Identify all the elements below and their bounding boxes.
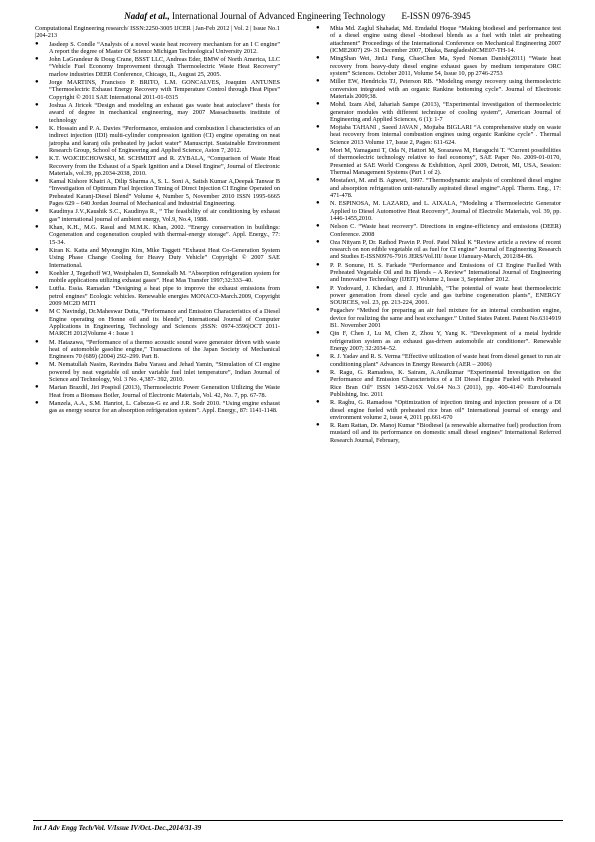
bullet-icon: ● xyxy=(316,124,320,131)
reference-text: Qin F, Chen J, Lu M, Chen Z, Zhou Y, Yang K. “Development of a metal hydride refrigeration system as an exhaust gas-driven automobile air conditioner”. Renewable Energy 2007; 32:2034–52. xyxy=(330,330,561,353)
reference-text: Lutfia. Essia. Ramadan “Designing a heat pipe to improve the exhaust emissions from petrol engines” Ecologic vehicles. Renewable energies MONACO-March.2009, Copyright 2009 MC2D MITI xyxy=(49,285,280,308)
reference-item xyxy=(316,200,561,222)
reference-text: Mojtaba TAHANI , Saeed JAVAN , Mojtaba BIGLARI “A comprehensive study on waste heat recovery from internal combustion engines using organic Rankine cycle” . Thermal Science 2013 Volume 17, Issue 2, Pages: 611-624. xyxy=(330,124,561,146)
reference-text: P. Yodovard, J. Khedari, and J. Hirunlabh, “The potential of waste heat thermoelectric power generation from diesel cycle and gas turbine cogeneration plants”, ENERGY SOURCES, vol. 23, pp. 213-224, 2001. xyxy=(330,284,561,307)
reference-item xyxy=(316,147,561,177)
reference-text: Nelson C. “Waste heat recovery”. Directions in engine-efficiency and emissions (DEER) Conference. 2008 xyxy=(330,223,561,238)
bullet-icon: ● xyxy=(35,223,39,230)
bullet-icon: ● xyxy=(35,208,39,215)
reference-item xyxy=(35,270,280,285)
bullet-icon: ● xyxy=(316,177,320,184)
header-authors: Nadaf et al., xyxy=(124,11,170,21)
bullet-icon: ● xyxy=(35,40,39,47)
bullet-icon: ● xyxy=(316,25,320,31)
reference-item xyxy=(35,41,280,56)
bullet-icon: ● xyxy=(316,223,320,230)
bullet-icon: ● xyxy=(35,384,39,391)
reference-item xyxy=(35,400,280,415)
reference-text: Miller EW, Hendricks TJ, Peterson RB. “Modeling energy recovery using thermoelectric conversion integrated with an organic Rankine bottoming cycle”. Journal of Electronic Materials 2009;38. xyxy=(330,78,561,100)
reference-item xyxy=(35,56,280,78)
reference-text: Manzela, A.A., S.M. Hanriot, L. Cabezas-G ez and J.R. Sodr 2010. “Using engine exhaust gas as energy source for an absorption refrigeration system”. Appl. Energy., 87: 1141-1148. xyxy=(49,399,280,415)
reference-text: M. Nematullah Nasim, Ravindra Babu Yarasu and Jehad Yamin, “Simulation of CI engine powered by neat vegetable oil under variable fuel inlet temperature”, Indian Journal of Science and Technology, Vol. 3 No. 4,387- 392, 2010. xyxy=(49,361,280,384)
bullet-icon: ● xyxy=(316,78,320,85)
bullet-icon: ● xyxy=(35,79,39,86)
reference-text: Kamal Kishore Khatri A, Dilip Sharma A, S. L. Soni A, Satish Kumar A,Deepak Tanwar B “Investigation of Optimum Fuel Injection Timing of Direct Injection CI Engine Operated on Preheated Karanj-Diesel Blend” Volume 4, Number 5, November 2010 ISSN 1995-6665 Pages 629 – 640 Jordan Journal of Mechanical and Industrial Engineering. xyxy=(49,178,280,208)
bullet-icon: ● xyxy=(316,330,320,337)
references-right-column xyxy=(316,25,561,445)
reference-item xyxy=(316,262,561,284)
reference-item xyxy=(316,101,561,123)
reference-text: Joshua A Jiricek “Design and modeling an exhaust gas waste heat autoclave” thesis for award of degree in mechanical engineering, may 2007 Massachusetts institute of technology xyxy=(49,101,280,124)
bullet-icon: ● xyxy=(35,361,39,368)
bullet-icon: ● xyxy=(316,307,320,314)
reference-text: John LaGrandeur & Doug Crane, BSST LLC, Andreas Eder, BMW of North America, LLC “Vehicle Fuel Economy Improvement through Thermoelectric Waste Heat Recovery” marlow industries DEER Conference, Chicago, IL, August 25, 2005. xyxy=(49,56,280,78)
page-header xyxy=(0,11,595,22)
bullet-icon: ● xyxy=(35,399,39,406)
footer-citation: Int J Adv Engg Tech/Vol. V/Issue IV/Oct.-Dec.,2014/31-39 xyxy=(33,824,202,832)
reference-item xyxy=(35,285,280,307)
reference-text: N. ESPINOSA, M. LAZARD, and L. AIXALA, “Modeling a Thermoelectric Generator Applied to Diesel Automotive Heat Recovery”, Journal of Electrolic Materials, vol. 39, pp. 1446-1455,2010. xyxy=(330,200,561,222)
bullet-icon: ● xyxy=(35,269,39,276)
reference-text: Mohd. Izam Abd, Jahariah Sampe (2013), “Experimental investigation of thermoelectric generator modules with different technique of cooling system”, American Journal of Engineering and Applied Sciences, 6 (1): 1-7 xyxy=(330,101,561,123)
bullet-icon: ● xyxy=(316,101,320,108)
reference-item xyxy=(316,307,561,329)
reference-item xyxy=(316,223,561,238)
reference-item xyxy=(316,239,561,261)
reference-item xyxy=(316,124,561,146)
reference-text: Mostafavi, M. and B. Agnewt, 1997. “Thermodynamic analysis of combined diesel engine and absorption refrigeration unit-naturally aspirated diesel engine”.Appl. Therm. Eng., 17: 471-478. xyxy=(330,177,561,200)
bullet-icon: ● xyxy=(316,368,320,375)
bullet-icon: ● xyxy=(316,146,320,153)
reference-item xyxy=(35,224,280,246)
bullet-icon: ● xyxy=(35,56,39,63)
reference-item xyxy=(316,177,561,199)
reference-text: Jasdeep S. Condle “Analysis of a novel waste heat recovery mechanism for an I C engine” A report the degree of Master Of Science Michigan Technological University 2012. xyxy=(49,40,280,55)
page-footer xyxy=(33,820,563,833)
reference-text: Koehler J, Tegethoff WJ, Westphalen D, Sonnekalb M. “Absorption refrigeration system for mobile applications utilizing exhaust gases”. Heat Mas Transfer 1997;32:333–40. xyxy=(49,269,280,285)
bullet-icon: ● xyxy=(35,155,39,162)
bullet-icon: ● xyxy=(316,284,320,291)
reference-item xyxy=(35,247,280,269)
reference-text: K.T. WOJCIECHOWSKI, M. SCHMIDT and R. ZYBALA, “Comparison of Waste Heat Recovery from the Exhaust of a Spark Ignition and a Diesel Engine”, Journal of Electronic Materials, vol.39, pp.2034-2038, 2010. xyxy=(49,155,280,177)
reference-text: M. Hatazawa, “Performance of a thermo acoustic sound wave generator driven with waste heat of automobile gasoline engine,” Transactions of the Japan Society of Mechanical Engineers 70 (689) (2004) 292–299. Part B. xyxy=(49,338,280,361)
reference-text: Kiran K. Katta and Myoungjin Kim, Mike Taggett “Exhaust Heat Co-Generation System Using Phase Change Cooling for Heavy Duty Vehicle” Copyright © 2007 SAE International. xyxy=(49,246,280,269)
reference-text: Mori M, Yamagami T, Oda N, Hattori M, Sorazawa M, Haraguchi T. “Current possibilities of thermoelectric technology relative to fuel economy”, SAE Paper No. 2009-01-0170, Presented at SAE World Congress & Exhibition, April 2009, Detroit, MI, USA, Session: Thermal Management Systems (Part 1 of 2). xyxy=(330,146,561,177)
bullet-icon: ● xyxy=(316,200,320,207)
bullet-icon: ● xyxy=(316,55,320,62)
reference-text: Marian Brazdil, Jiri Pospisil (2013), Thermoelectric Power Generation Utilizing the Waste Heat from a Biomass Boiler, Journal of Electronic Materials, Vol. 42, No. 7, pp. 67-78. xyxy=(49,384,280,399)
reference-text: R. Ragu, G. Ramadoss, K. Sairam, A.Arulkumar “Experimental Investigation on the Performance and Emission Characteristics of a DI Diesel Engine Fueled with Preheated Rice Bran Oil” ISSN 1450-216X Vol.64 No.3 (2011), pp. 400-414© EuroJournals Publishing, Inc. 2011 xyxy=(330,368,561,398)
reference-item xyxy=(35,102,280,124)
bullet-icon: ● xyxy=(35,246,39,253)
bullet-icon: ● xyxy=(35,285,39,292)
bullet-icon: ● xyxy=(316,422,320,429)
header-journal: International Journal of Advanced Engineering Technology xyxy=(169,11,386,21)
reference-text: Kaudinya J.V.,Kaushik S.C., Kaudinya R., “ The feasibility of air conditioning by exhaust gas” international journal of ambient energy, Vol.9, No.4, 1988. xyxy=(49,208,280,223)
reference-item xyxy=(35,79,280,101)
reference-text: R. Raghu, G. Ramadoss “Optimization of injection timing and injection pressure of a DI diesel engine fueled with preheated rice bran oil” International journal of energy and environment volume 2, issue 4, 2011 pp.661-670 xyxy=(330,399,561,421)
reference-item xyxy=(35,178,280,208)
reference-item xyxy=(316,399,561,421)
reference-item xyxy=(35,125,280,155)
bullet-icon: ● xyxy=(35,308,39,315)
reference-item xyxy=(316,55,561,77)
references-left-column xyxy=(35,25,280,415)
reference-text: Jorge MARTINS, Francisco P. BRITO, L.M. GONCALVES, Joaquim ANTUNES “Thermoelectric Exhaust Energy Recovery with Temperature Control through Heat Pipes” Copyright © 2011 SAE International 2011-01-0315 xyxy=(49,79,280,101)
reference-text: Pugachev “Method for preparing an air fuel mixture for an internal combustion engine, device for realizing the same and heat exchanger.” United States Patent. Patent No.6314919 B1. November 2001 xyxy=(330,307,561,330)
reference-item xyxy=(316,330,561,352)
reference-text: M C Navindgi, Dr.Maheswar Dutta, “Performance and Emission Characteristics of a Diesel Engine operating on Honne oil and its blends”, International Journal of Computer Applications in Engineering, Technology and Sciences ;ISSN: 0974-3596|OCT 2011-MARCH 2012|Volume 4 : Issue 1 xyxy=(49,308,280,338)
bullet-icon: ● xyxy=(316,261,320,268)
reference-text: MingShan Wei, JinLi Fang, ChaoChen Ma, Syed Noman Danish(2011) “Waste heat recovery from heavy-duty diesel engine exhaust gases by medium temperature ORC system” Sciences. October 2011, Volume 54, Issue 10, pp 2746-2753 xyxy=(330,55,561,78)
reference-item xyxy=(316,285,561,307)
bullet-icon: ● xyxy=(316,353,320,360)
bullet-icon: ● xyxy=(35,124,39,131)
reference-item xyxy=(316,78,561,100)
reference-text: P. P. Sonune, H. S. Farkade “Performance and Emissions of CI Engine Fuelled With Preheated Vegetable Oil and Its Blends – A Review” International Journal of Engineering and Innovative Technology (IJEIT) Volume 2, Issue 3, September 2012. xyxy=(330,261,561,284)
bullet-icon: ● xyxy=(316,399,320,406)
reference-item xyxy=(316,353,561,368)
reference-item xyxy=(35,155,280,177)
reference-text: K. Hossain and P. A. Davies “Performance, emission and combustion l characteristics of an indirect injection (IDI) multi-cylinder compression ignition (CI) engine operating on neat jatropha and karanj oils preheated by jacket water” Manuscript. Sustainable Environment Research Group, School of Engineering and Applied Science, Aston 7, 2012. xyxy=(49,124,280,154)
reference-item xyxy=(316,25,561,55)
reference-text: Oza Nityam P, Dr. Rathod Pravin P. Prof. Patel Nikul K “Review article a review of recent research on non edible vegetable oil as fuel for CI engine” Journal of Engineering Research and Studies E-ISSN0976-7916 JERS/Vol.III/ Issue I/January-March, 2012/84-86. xyxy=(330,238,561,261)
reference-text: Mhia Md. Zaglul Shahadat, Md. Emdadul Hoque “Making biodiesel and performance test of a diesel engine using diesel -biodiesel blends as a fuel with inlet air preheating attachment” Proceedings of the International Conference on Mechanical Engineering 2007 (ICME2007) 29- 31 December 2007, Dhaka, BangladeshICME07-TH-14. xyxy=(330,25,561,55)
header-issn: E-ISSN 0976-3945 xyxy=(401,11,471,21)
reference-item xyxy=(316,422,561,444)
reference-item xyxy=(35,25,280,40)
reference-text: Computational Engineering research/ ISSN:2250-3005 IJCER | Jan-Feb 2012 | Vol. 2 | Issue No.1 |204-213 xyxy=(35,25,280,40)
reference-item xyxy=(35,361,280,383)
bullet-icon: ● xyxy=(316,238,320,245)
reference-item xyxy=(35,384,280,399)
reference-text: R. Ram Rattan, Dr. Manoj Kumar “Biodiesel (a renewable alternative fuel) production from mustard oil and its performance on domestic small diesel engines” International Referred Research Journal, February, xyxy=(330,422,561,444)
reference-text: Khan, K.H., M.G. Rasul and M.M.K. Khan, 2002. “Energy conservation in buildings: Cogeneration and cogeneration coupled with thermal-energy storage”. Appl. Energy., 77: 15-34. xyxy=(49,223,280,246)
bullet-icon: ● xyxy=(35,338,39,345)
reference-item xyxy=(35,339,280,361)
reference-item xyxy=(316,369,561,399)
bullet-icon: ● xyxy=(35,101,39,108)
bullet-icon: ● xyxy=(35,178,39,185)
reference-item xyxy=(35,208,280,223)
reference-text: R. J. Yadav and R. S. Verma “Effective utilization of waste heat from diesel genset to run air conditioning plant” Advances in Energy Research (AER – 2006) xyxy=(330,353,561,368)
reference-item xyxy=(35,308,280,338)
